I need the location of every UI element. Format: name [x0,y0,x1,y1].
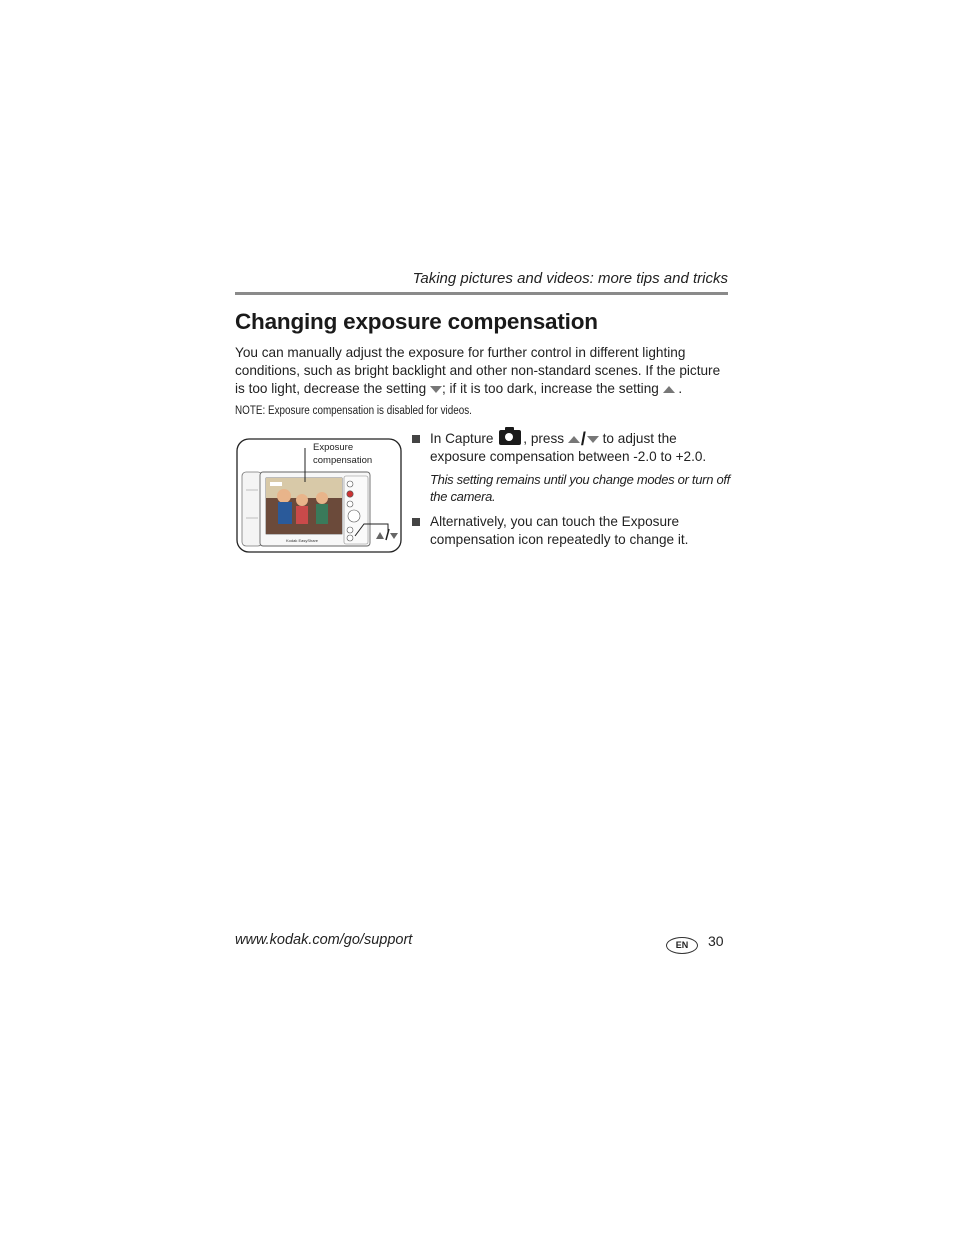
page-number: 30 [708,933,724,949]
label-line-2: compensation [313,455,373,466]
bullet-square-icon [412,435,420,443]
arrow-up-icon [663,386,675,393]
support-url[interactable]: www.kodak.com/go/support [235,932,413,948]
camera-figure [236,438,402,553]
note-text: NOTE: Exposure compensation is disabled for videos. [235,405,472,417]
up-down-arrows-icon: / [568,431,599,446]
running-header: Taking pictures and videos: more tips and tricks [412,270,728,287]
bullet-text [430,430,730,466]
arrow-down-icon [430,386,442,393]
intro-paragraph [235,344,725,398]
header-rule [235,292,728,295]
bullet-text: Alternatively, you can touch the Exposure compensation icon repeatedly to change it. [430,514,689,547]
intro-text-end: . [678,381,683,396]
intro-text-part1: You can manually adjust the exposure for further control in different lighting conditions, such as bright backlight and other non-standard scenes. If the picture is too light, decrease the setting [235,345,721,396]
bullet-text-press: , press [523,431,565,446]
page-title: Changing exposure compensation [235,309,598,334]
bullet-square-icon [412,518,420,526]
label-line-1: Exposure [313,442,354,453]
language-badge: EN [666,937,698,954]
bullet-sub-note: This setting remains until you change modes or turn off the camera. [430,472,730,504]
intro-text-part2: ; if it is too dark, increase the setting [441,381,659,396]
bullet-text-end: to adjust the exposure compensation between -2.0 to +2.0. [430,431,707,464]
camera-mode-icon [499,430,521,445]
bullet-text-start: In Capture [430,431,494,446]
camera-brand-label: Kodak EasyShare [286,538,319,543]
exposure-compensation-label [313,441,372,467]
